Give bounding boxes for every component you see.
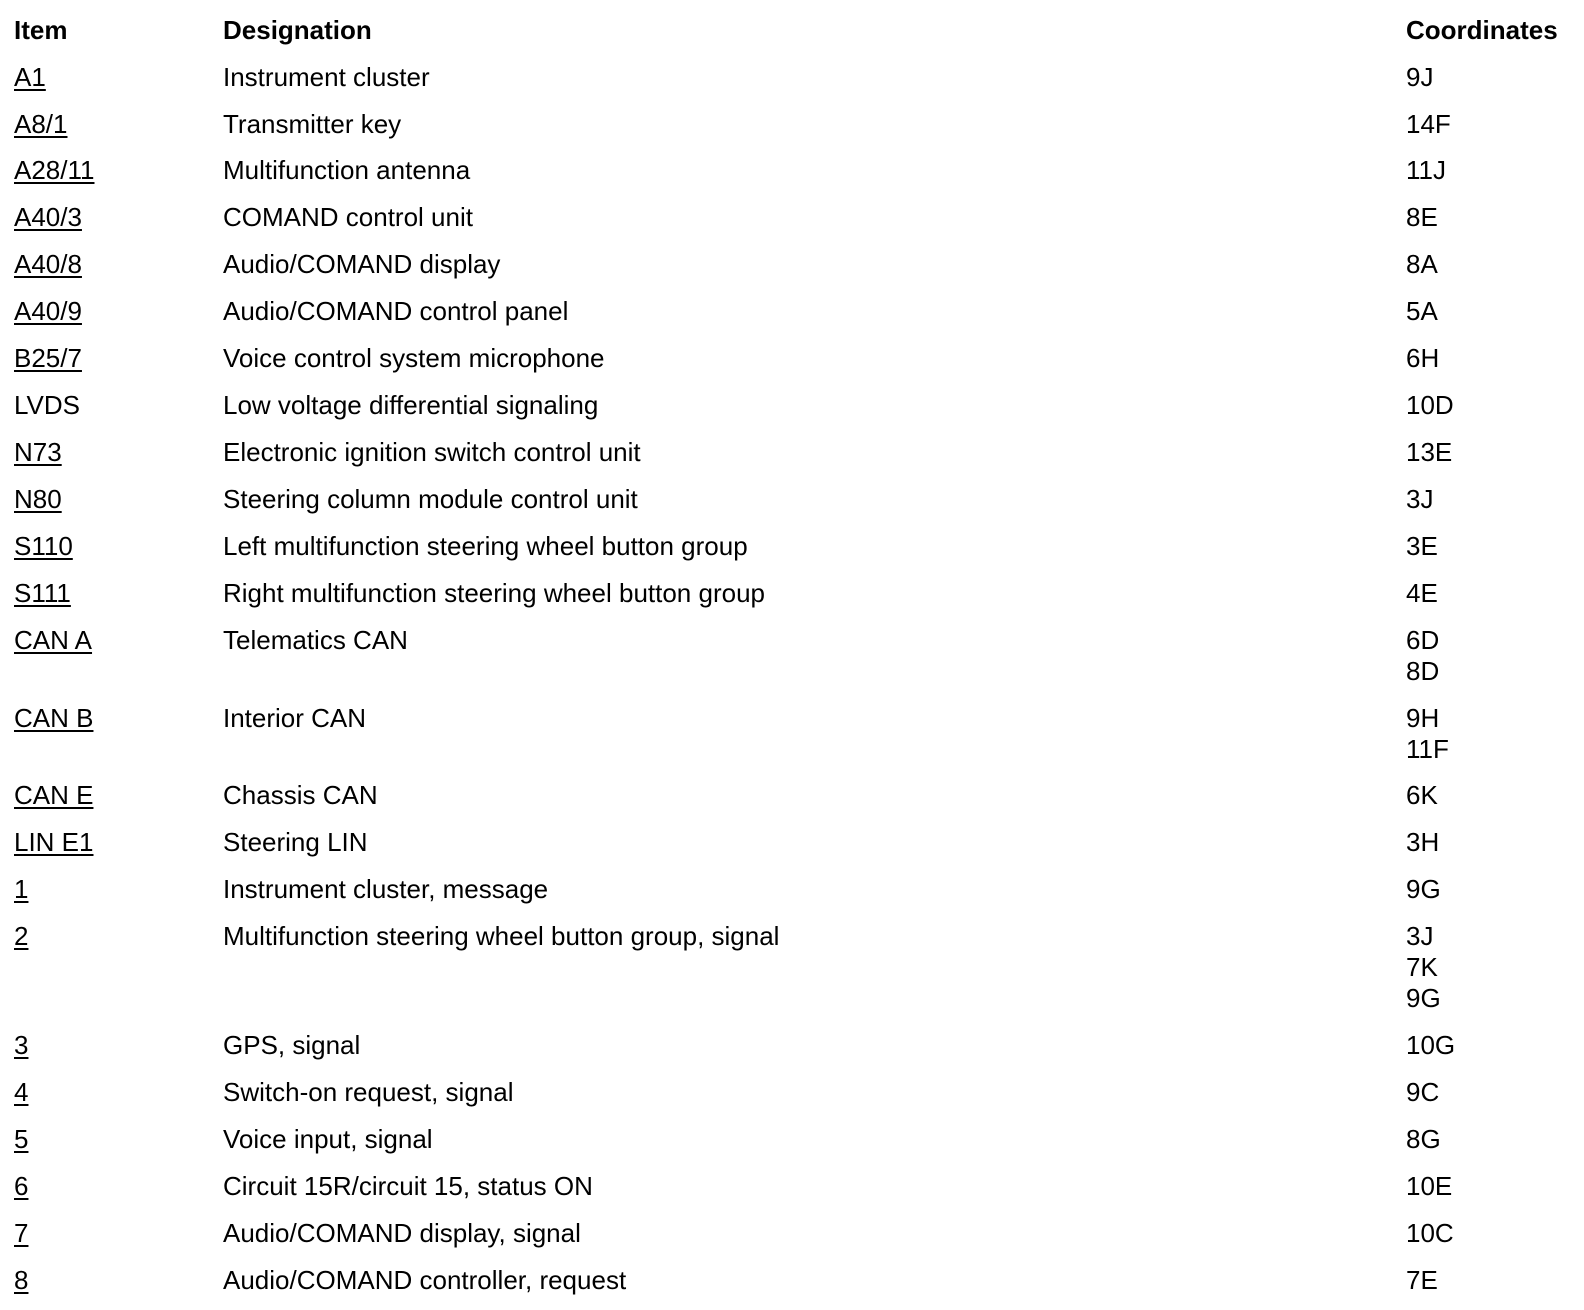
designation: Voice control system microphone <box>223 343 605 373</box>
coordinates-cell <box>1406 109 1451 140</box>
coordinates-cell <box>1406 390 1454 421</box>
coordinates-cell <box>1406 578 1438 609</box>
coordinate: 11J <box>1406 155 1446 185</box>
designation: Telematics CAN <box>223 625 408 655</box>
designation: Audio/COMAND control panel <box>223 296 569 326</box>
coordinate: 10D <box>1406 390 1454 420</box>
coordinates-cell <box>1406 531 1438 562</box>
coordinate: 7K <box>1406 952 1438 982</box>
item-link[interactable]: A1 <box>14 62 46 92</box>
coordinates-cell <box>1406 1077 1439 1108</box>
coordinate: 6D <box>1406 625 1440 655</box>
item-link[interactable]: 5 <box>14 1124 29 1154</box>
item-link[interactable]: A28/11 <box>14 155 95 185</box>
coordinate: 6K <box>1406 780 1438 810</box>
coordinates-cell <box>1406 343 1439 374</box>
item-link[interactable]: 1 <box>14 874 29 904</box>
coordinate: 8D <box>1406 656 1440 686</box>
coordinates-cell <box>1406 625 1439 687</box>
item-link[interactable]: S110 <box>14 531 73 561</box>
item-link[interactable]: 4 <box>14 1077 29 1107</box>
item-label: LVDS <box>14 390 80 420</box>
item-link[interactable]: A40/8 <box>14 249 82 279</box>
designation: Interior CAN <box>223 703 367 733</box>
item-link[interactable]: CAN A <box>14 625 93 655</box>
coordinate: 3J <box>1406 484 1434 514</box>
coordinates-cell <box>1406 1265 1438 1296</box>
item-link[interactable]: A40/3 <box>14 202 82 232</box>
coordinates-cell <box>1406 437 1452 468</box>
coordinates-cell <box>1406 1124 1441 1155</box>
coordinate: 9G <box>1406 983 1441 1013</box>
item-link[interactable]: 7 <box>14 1218 29 1248</box>
coordinate: 7E <box>1406 1265 1438 1295</box>
coordinate: 3J <box>1406 921 1434 951</box>
coordinate: 3H <box>1406 827 1440 857</box>
item-link[interactable]: A8/1 <box>14 109 68 139</box>
designation: Audio/COMAND controller, request <box>223 1265 627 1295</box>
coordinates-cell <box>1406 484 1433 515</box>
designation: Voice input, signal <box>223 1124 433 1154</box>
coordinates-cell <box>1406 780 1438 811</box>
designation: Left multifunction steering wheel button group <box>223 531 748 561</box>
designation: Switch-on request, signal <box>223 1077 514 1107</box>
coordinate: 6H <box>1406 343 1440 373</box>
item-link[interactable]: B25/7 <box>14 343 82 373</box>
item-link[interactable]: S111 <box>14 578 71 608</box>
item-link[interactable]: N73 <box>14 437 62 467</box>
coordinate: 9C <box>1406 1077 1440 1107</box>
designation: Multifunction antenna <box>223 155 471 185</box>
coordinates-cell <box>1406 827 1439 858</box>
coordinates-cell <box>1406 1171 1452 1202</box>
coordinates-cell <box>1406 62 1433 93</box>
designation: Instrument cluster <box>223 62 430 92</box>
item-link[interactable]: A40/9 <box>14 296 82 326</box>
designation: Audio/COMAND display <box>223 249 501 279</box>
coordinate: 8G <box>1406 1124 1441 1154</box>
coordinate: 14F <box>1406 109 1451 139</box>
designation: Steering column module control unit <box>223 484 638 514</box>
coordinate: 4E <box>1406 578 1438 608</box>
coordinates-cell <box>1406 874 1441 905</box>
item-link[interactable]: CAN E <box>14 780 94 810</box>
designation: GPS, signal <box>223 1030 361 1060</box>
designation: Steering LIN <box>223 827 368 857</box>
coordinates-cell <box>1406 1030 1455 1061</box>
coordinate: 10G <box>1406 1030 1456 1060</box>
designation: Chassis CAN <box>223 780 378 810</box>
coordinate: 9G <box>1406 874 1441 904</box>
item-link[interactable]: 8 <box>14 1265 29 1295</box>
coordinate: 10E <box>1406 1171 1453 1201</box>
coordinates-cell <box>1406 202 1438 233</box>
item-link[interactable]: 2 <box>14 921 29 951</box>
header-coordinates: Coordinates <box>1406 15 1558 45</box>
item-link[interactable]: N80 <box>14 484 62 514</box>
designation: COMAND control unit <box>223 202 473 232</box>
coordinate: 8E <box>1406 202 1438 232</box>
coordinates-cell <box>1406 155 1446 186</box>
header-designation: Designation <box>223 15 372 45</box>
item-link[interactable]: LIN E1 <box>14 827 94 857</box>
designation: Multifunction steering wheel button group, signal <box>223 921 780 951</box>
designation: Electronic ignition switch control unit <box>223 437 641 467</box>
designation: Circuit 15R/circuit 15, status ON <box>223 1171 593 1201</box>
coordinate: 9H <box>1406 703 1440 733</box>
coordinates-cell <box>1406 921 1441 1014</box>
coordinate: 5A <box>1406 296 1438 326</box>
item-link[interactable]: 6 <box>14 1171 29 1201</box>
designation: Low voltage differential signaling <box>223 390 599 420</box>
coordinate: 10C <box>1406 1218 1454 1248</box>
coordinates-cell <box>1406 1218 1454 1249</box>
designation: Instrument cluster, message <box>223 874 549 904</box>
coordinates-cell <box>1406 249 1438 280</box>
designation: Right multifunction steering wheel button group <box>223 578 765 608</box>
coordinates-cell <box>1406 296 1438 327</box>
coordinates-cell <box>1406 703 1449 765</box>
coordinate: 3E <box>1406 531 1438 561</box>
coordinate: 13E <box>1406 437 1453 467</box>
designation: Audio/COMAND display, signal <box>223 1218 581 1248</box>
header-item: Item <box>14 15 68 45</box>
coordinate: 11F <box>1406 734 1449 764</box>
coordinate: 8A <box>1406 249 1438 279</box>
item-link[interactable]: 3 <box>14 1030 29 1060</box>
designation: Transmitter key <box>223 109 402 139</box>
coordinate: 9J <box>1406 62 1434 92</box>
item-link[interactable]: CAN B <box>14 703 94 733</box>
